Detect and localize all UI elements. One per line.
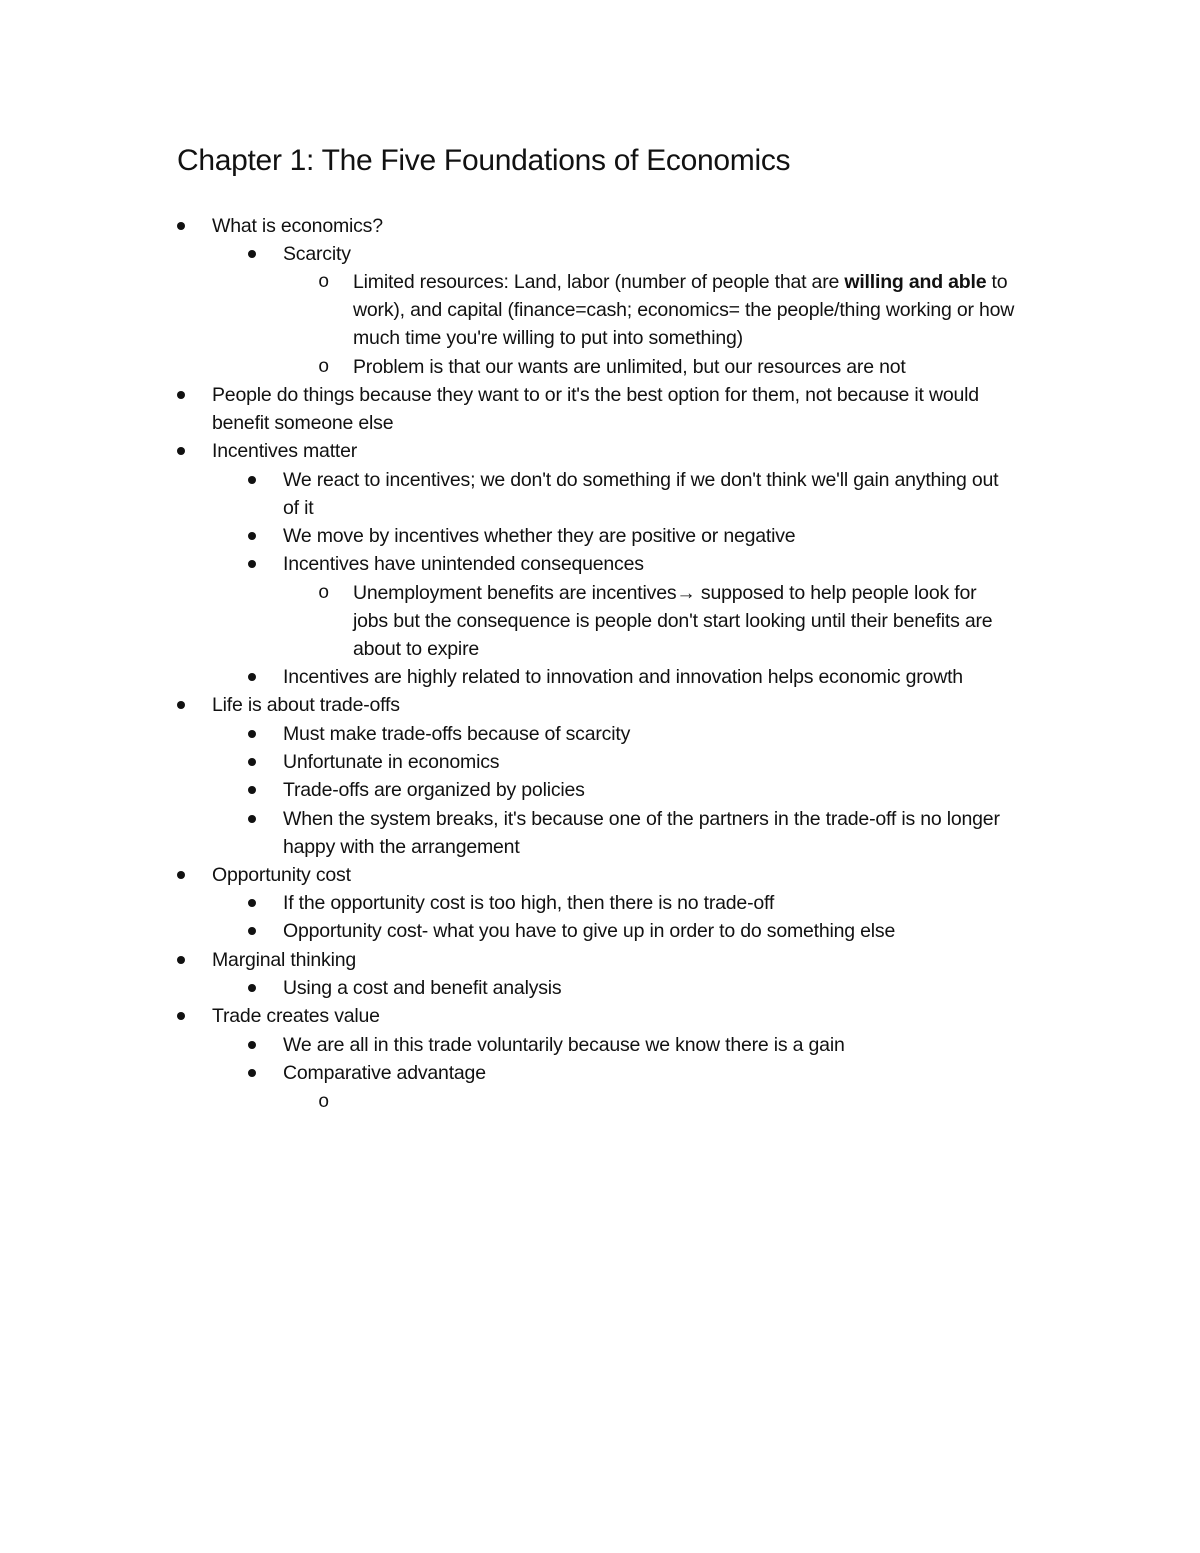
bullet-marker [248,1041,256,1049]
emphasis-text: willing and able [844,271,987,293]
sub-bullet-marker: o [318,582,330,604]
list-item: Trade-offs are organized by policies [283,779,585,801]
bullet-marker [248,815,256,823]
list-item: What is economics? [212,215,383,237]
list-item-continuation: much time you're willing to put into something) [353,327,743,349]
list-item: Unfortunate in economics [283,751,500,773]
bullet-marker [248,786,256,794]
bullet-marker [177,222,185,230]
bullet-marker [177,1012,185,1020]
list-item [353,268,1007,296]
list-item: Problem is that our wants are unlimited, but our resources are not [353,356,906,378]
bullet-marker [177,701,185,709]
sub-bullet-marker: o [318,356,330,378]
list-item-continuation: benefit someone else [212,412,394,434]
bullet-marker [248,927,256,935]
list-item: We move by incentives whether they are positive or negative [283,525,796,547]
list-item: Incentives are highly related to innovation and innovation helps economic growth [283,666,963,688]
list-item: We react to incentives; we don't do something if we don't think we'll gain anything out [283,469,999,491]
sub-bullet-marker: o [318,271,330,293]
list-item: Incentives matter [212,440,358,462]
bullet-marker [177,447,185,455]
list-item-continuation: happy with the arrangement [283,836,520,858]
bullet-marker [248,673,256,681]
list-item: Must make trade-offs because of scarcity [283,723,631,745]
bullet-marker [248,476,256,484]
bullet-marker [248,250,256,258]
sub-bullet-marker: o [318,1091,330,1113]
list-item: Using a cost and benefit analysis [283,977,562,999]
list-item: Opportunity cost- what you have to give up in order to do something else [283,920,896,942]
bullet-marker [177,871,185,879]
list-item: We are all in this trade voluntarily because we know there is a gain [283,1034,845,1056]
list-item-text: Limited resources: Land, labor (number of people that are [353,271,845,293]
list-item [353,579,976,607]
bullet-marker [177,956,185,964]
bullet-marker [248,899,256,907]
list-item-continuation: work), and capital (finance=cash; economics= the people/thing working or how [353,299,1015,321]
bullet-marker [248,1069,256,1077]
list-item: If the opportunity cost is too high, then there is no trade-off [283,892,775,914]
list-item: Trade creates value [212,1005,380,1027]
bullet-marker [248,532,256,540]
page-title: Chapter 1: The Five Foundations of Economics [177,144,791,177]
arrow-icon: → [676,582,696,604]
list-item: Marginal thinking [212,949,357,971]
list-item-continuation: about to expire [353,638,480,660]
list-item: Scarcity [283,243,351,265]
list-item: Opportunity cost [212,864,351,886]
list-item: People do things because they want to or it's the best option for them, not because it would [212,384,979,406]
list-item-continuation: of it [283,497,314,519]
bullet-marker [248,560,256,568]
list-item: Incentives have unintended consequences [283,553,644,575]
bullet-marker [248,984,256,992]
list-item-text: to [986,271,1008,293]
bullet-marker [248,758,256,766]
bullet-marker [177,391,185,399]
list-item: Comparative advantage [283,1062,486,1084]
list-item: Life is about trade-offs [212,694,400,716]
bullet-marker [248,730,256,738]
list-item-text: Unemployment benefits are incentives [353,582,677,604]
list-item: When the system breaks, it's because one of the partners in the trade-off is no longer [283,808,1000,830]
list-item-text: supposed to help people look for [695,582,977,604]
list-item-continuation: jobs but the consequence is people don't start looking until their benefits are [353,610,993,632]
